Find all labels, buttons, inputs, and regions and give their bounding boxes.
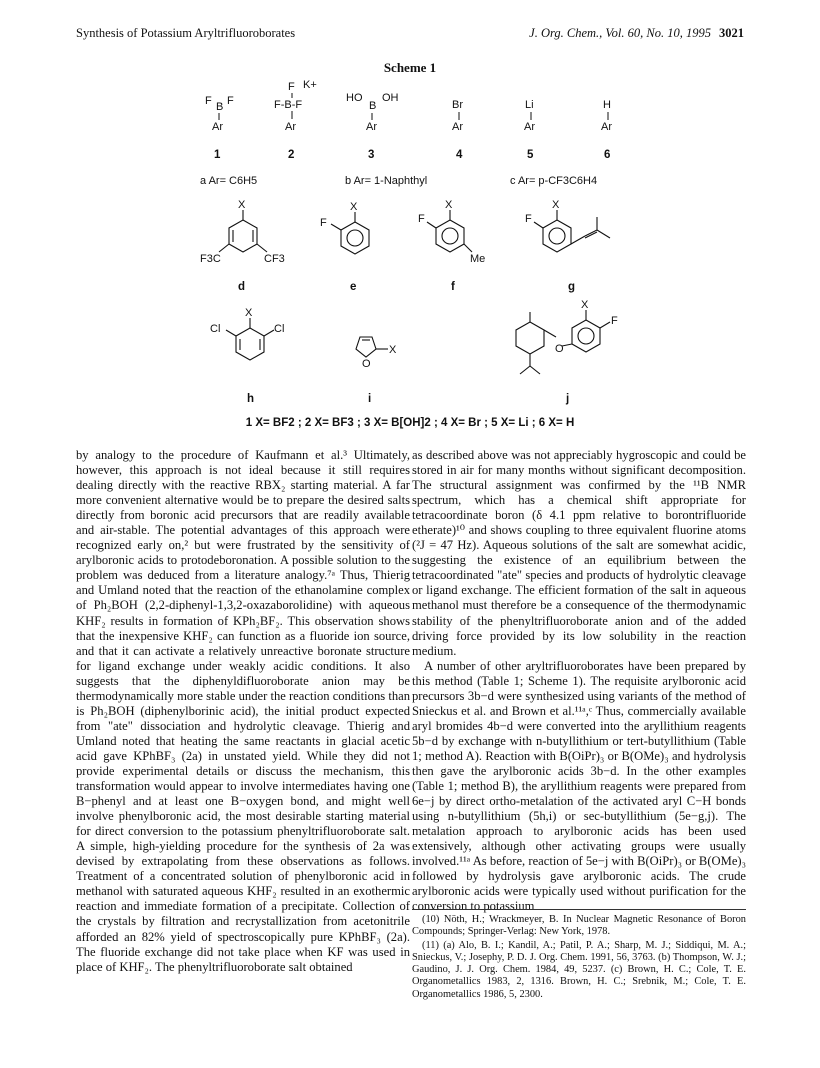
c6-h: H — [603, 99, 611, 111]
footnote-10: (10) Nöth, H.; Wrackmeyer, B. In Nuclear Magnetic Resonance of Boron Compounds; Springer-Verlag: New York, 1978. — [412, 914, 746, 938]
c4-ar: Ar — [452, 121, 463, 133]
left-paragraph-1: by analogy to the procedure of Kaufmann et al.³ Ultimately, however, this approach is not ideal because it still requires dealing directly with the reactive RBX₂ starting material. A far more convenient alternative would be to prepare the desired salts directly from boronic acid precursors that are readily available and air-stable. The potential advantages of this approach were recognized early on,² but were frustrated by the sensitivity of arylboronic acids to protodeboronation. A possible solution to the problem was deduced from a literature analogy.⁷ᵃ Thus, Thierig and Umland noted that the reaction of the ethanolamine complex of Ph₂BOH (2,2-diphenyl-1,3,2-oxazaborolidine) with aqueous KHF₂ results in formation of KPh₂BF₂. This observation shows that the inexpensive KHF₂ can function as a fluoride ion source, and that it can activate a relatively unreactive boronate structure for ligand exchange under weakly acidic conditions. It also suggests that the diphenyldifluoroborate anion may be thermodynamically more stable under the reaction conditions than is Ph₂BOH (diphenylborinic acid), the initial product expected from "ate" dissociation and hydrolytic cleavage. Thierig and Umland noted that heating the same reactants in glacial acetic acid gave KPhBF₃ (2a) in unstated yield. While they did not provide experimental details or discuss the mechanism, this transformation would appear to involve intermediates having one B−phenyl and at least one B−oxygen bond, and might well involve phenylboronic acid, the most desirable starting material for direct conversion to the potassium phenyltrifluoroborate salt. A simple, high-yielding procedure for the synthesis of 2a was devised by extrapolating from these observations as follows. Treatment of a concentrated solution of phenylboronic acid in methanol with saturated aqueous KHF₂ resulted in an exothermic reaction and immediate formation of a precipitate. Collection of the crystals by filtration and recrystallization from acetonitrile afforded an 82% yield of spectroscopically pure KPhBF₃ (2a). The fluoride exchange did not take place when KF was used in place of KHF₂. The phenyltrifluoroborate salt obtained — [76, 448, 410, 974]
ar-definition-a: a Ar= C6H5 — [200, 175, 258, 187]
ring-letter-f: f — [451, 281, 455, 293]
ring-i-o: O — [362, 358, 371, 370]
c2-f-b-f: F-B-F — [274, 99, 303, 111]
compound-4-structure — [452, 99, 463, 133]
ring-h-cl-left: Cl — [210, 323, 221, 335]
running-header — [76, 26, 744, 42]
scheme-figure — [0, 72, 820, 432]
compound-5-structure — [524, 99, 535, 133]
ring-letter-j: j — [566, 393, 570, 405]
c5-li: Li — [525, 99, 534, 111]
page-number: 3021 — [719, 26, 744, 40]
ring-f-f: F — [418, 213, 425, 225]
journal-citation: J. Org. Chem., Vol. 60, No. 10, 1995 3021 — [529, 26, 744, 40]
ring-letter-h: h — [247, 393, 255, 405]
compound-number-3: 3 — [368, 149, 375, 161]
ring-g-x: X — [552, 199, 560, 211]
compound-1-structure — [205, 95, 234, 133]
c2-potassium: K+ — [303, 79, 317, 91]
ar-definition-c: c Ar= p-CF3C6H4 — [510, 175, 598, 187]
ar-definition-b: b Ar= 1-Naphthyl — [345, 175, 428, 187]
ring-f-me: Me — [470, 253, 486, 265]
ring-letter-i: i — [368, 393, 372, 405]
running-title: Synthesis of Potassium Aryltrifluoroborates — [76, 26, 296, 40]
c3-ho: HO — [346, 92, 363, 104]
c4-br: Br — [452, 99, 463, 111]
c3-oh: OH — [382, 92, 399, 104]
scheme-title: Scheme 1 — [383, 60, 437, 75]
compound-6-structure — [601, 99, 612, 133]
ring-h-x: X — [245, 307, 253, 319]
ring-letter-g: g — [568, 281, 576, 293]
compound-number-1: 1 — [214, 149, 221, 161]
c1-f-left: F — [205, 95, 212, 107]
ring-e-f: F — [320, 217, 327, 229]
compound-number-6: 6 — [604, 149, 611, 161]
compound-2-structure — [274, 79, 317, 133]
ring-d-cf3-right: CF3 — [264, 253, 285, 265]
right-paragraph-1: as described above was not appreciably hygroscopic and could be stored in air for many months without significant decomposition. The structural assignment was confirmed by the ¹¹B NMR spectrum, which has a chemical shift appropriate for tetracoordinate boron (δ 4.1 ppm relative to borontrifluoride etherate)¹⁰ and shows coupling to three equivalent fluorine atoms (²J = 47 Hz). Aqueous solutions of the salt are somewhat acidic, suggesting the existence of an equilibrium between the tetracoordinated "ate" species and products of hydrolytic cleavage or ligand exchange. The efficient formation of the salt in aqueous methanol must therefore be a consequence of the thermodynamic stability of the phenyltrifluoroborate anion and of the added driving force provided by its low solubility in the reaction medium. — [412, 448, 746, 658]
ring-letter-d: d — [238, 281, 246, 293]
left-column — [76, 448, 410, 975]
ring-j-x: X — [581, 299, 589, 311]
footnote-11: (11) (a) Alo, B. I.; Kandil, A.; Patil, P. A.; Sharp, M. J.; Siddiqui, M. A.; Snieckus, V.; Josephy, P. D. J. Org. Chem. 1991, 56, 3763. (b) Thompson, W. J.; Gaudino, J. J. Org. Chem. 1984, 49, 5237. (c) Brown, H. C.; Cole, T. E. Organometallics 1983, 2, 1316. Brown, H. C.; Srebnik, M.; Cole, T. E. Organometallics 1986, 5, 2300. — [412, 939, 746, 1000]
c1-boron: B — [216, 101, 224, 113]
compound-number-2: 2 — [288, 149, 295, 161]
ring-i-x: X — [389, 344, 397, 356]
ring-letter-e: e — [350, 281, 357, 293]
ring-d-x: X — [238, 199, 246, 211]
c6-ar: Ar — [601, 121, 612, 133]
scheme-legend: 1 X= BF2 ; 2 X= BF3 ; 3 X= B[OH]2 ; 4 X= Br ; 5 X= Li ; 6 X= H — [245, 417, 575, 429]
right-column — [412, 448, 746, 914]
ring-j-f: F — [611, 315, 618, 327]
compound-3-structure — [346, 92, 399, 133]
c5-ar: Ar — [524, 121, 535, 133]
c1-f-right: F — [227, 95, 234, 107]
ring-g-f: F — [525, 213, 532, 225]
c3-ar: Ar — [366, 121, 377, 133]
ring-h-cl-right: Cl — [274, 323, 285, 335]
c1-ar: Ar — [212, 121, 223, 133]
right-paragraph-2: A number of other aryltrifluoroborates have been prepared by this method (Table 1; Scheme 1). The requisite arylboronic acid precursors 3b−d were synthesized using variants of the method of Snieckus et al. and Brown et al.¹¹ᵃ,ᶜ Thus, commercially available aryl bromides 4b−d were converted into the aryllithium reagents 5b−d by exchange with n-butyllithium or tert-butyllithium (Table 1; method A). Reaction with B(OiPr)₃ or B(OMe)₃ and hydrolysis then gave the arylboronic acids 3b−d. In the other examples (Table 1; method B), the aryllithium reagents were prepared from 6e−j by direct ortho-metalation of the activated aryl C−H bonds using n-butyllithium (5h,i) or sec-butyllithium (5e−g,j). The metalation approach to arylboronic acids has been used extensively, although other activating groups were usually involved.¹¹ᵃ As before, reaction of 5e−j with B(OiPr)₃ or B(OMe)₃ followed by hydrolysis gave arylboronic acids. The crude arylboronic acids were typically used without purification for the conversion to potassium — [412, 658, 746, 914]
c2-ar: Ar — [285, 121, 296, 133]
ring-f-x: X — [445, 199, 453, 211]
ring-j-o: O — [555, 343, 564, 355]
compound-number-4: 4 — [456, 149, 463, 161]
footnotes — [412, 909, 746, 1002]
compound-number-5: 5 — [527, 149, 534, 161]
ring-e-x: X — [350, 201, 358, 213]
c2-f-top: F — [288, 81, 295, 93]
c3-boron: B — [369, 100, 377, 112]
ring-d-cf3-left: F3C — [200, 253, 221, 265]
